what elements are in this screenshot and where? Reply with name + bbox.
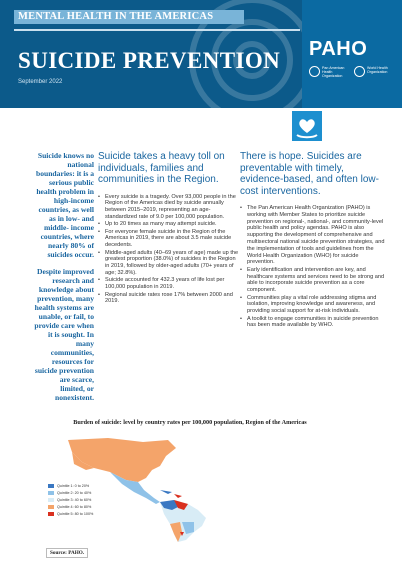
list-item: • Early identification and intervention are key, and healthcare systems and services need to be strong and able to incorporate suicide prevention as a core component. — [240, 267, 385, 294]
kicker-text: MENTAL HEALTH IN THE AMERICAS — [18, 11, 214, 22]
legend-item — [48, 496, 93, 503]
paho-logo: PAHO — [309, 38, 368, 60]
who-emblem-icon — [354, 66, 365, 77]
list-item: • Middle-aged adults (40–69 years of age) made up the greatest proportion (38.0%) of suicides in the Region in 2019, followed by older-aged adults (70+ years of age; 32.8%). — [98, 250, 239, 277]
legend-swatch — [48, 491, 54, 495]
legend-item — [48, 489, 93, 496]
list-item: • For everyone female suicide in the Region of the Americas in 2019, there are about 3.5 male suicide decedents. — [98, 229, 239, 249]
legend-swatch — [48, 505, 54, 509]
list-item: • A toolkit to engage communities in suicide prevention has been made available by WHO. — [240, 316, 385, 330]
north-america-region — [68, 438, 176, 482]
paho-emblem-icon — [309, 66, 320, 77]
burden-column — [98, 151, 239, 306]
legend-label: Quintile 5: 80 to 100% — [57, 511, 94, 516]
legend-item — [48, 482, 93, 489]
burden-heading: Suicide takes a heavy toll on individuals, families and communities in the Region. — [98, 151, 225, 185]
source-note: Source: PAHO. — [46, 548, 88, 558]
legend-label: Quintile 1: 0 to 20% — [57, 483, 90, 488]
legend-swatch — [48, 498, 54, 502]
partner-logos — [309, 66, 395, 80]
legend-item — [48, 503, 93, 510]
legend-swatch — [48, 512, 54, 516]
heart-hands-icon — [292, 111, 322, 141]
paho-logo-text: Pan American Health Organization — [322, 66, 345, 78]
list-item: • Suicide accounted for 432.3 years of life lost per 100,000 population in 2019. — [98, 277, 239, 291]
map-title: Burden of suicide: level by country rates per 100,000 population, Region of the Americas — [73, 419, 307, 426]
burden-bullets — [98, 194, 239, 306]
map-legend — [48, 482, 93, 517]
list-item: • Every suicide is a tragedy. Over 93,000 people in the Region of the Americas died by suicide annually between 2015–2019, representing an age-standardized rate of 9.0 per 100,000 population. — [98, 194, 239, 221]
sidebar-quotes — [34, 151, 94, 402]
sidebar-quote: Despite improved research and knowledge about prevention, many health systems are unable, or fail, to provide care when it is sought. In many communities, resources for suicide prevention are scarce, limited, or nonexistent. — [34, 267, 94, 402]
legend-label: Quintile 4: 60 to 80% — [57, 504, 92, 509]
legend-swatch — [48, 484, 54, 488]
page-title: SUICIDE PREVENTION — [18, 48, 281, 73]
who-logo-text: World Health Organization — [367, 66, 388, 74]
title-rule — [14, 29, 300, 31]
legend-item — [48, 510, 93, 517]
list-item: • Up to 20 times as many may attempt suicide. — [98, 221, 239, 228]
hope-heading: There is hope. Suicides are preventable with timely, evidence-based, and often low-cost interventions. — [240, 151, 379, 197]
legend-label: Quintile 2: 20 to 40% — [57, 490, 92, 495]
header-banner — [0, 0, 402, 108]
list-item: • Regional suicide rates rose 17% between 2000 and 2019. — [98, 292, 239, 306]
publication-date: September 2022 — [18, 79, 63, 85]
sidebar-quote: Suicide knows no national boundaries: it is a serious public health problem in high-income countries, as well as in low- and middle- income countries, where nearly 80% of suicides occur. — [35, 151, 94, 259]
hope-bullets — [240, 205, 385, 329]
list-item: • The Pan American Health Organization (PAHO) is working with Member States to prioritize suicide prevention on regional-, national-, and community-level public health and policy agendas. PAHO is also supporting the development of comprehensive and multisectoral national suicide prevention strategies, and the implementation of tools and guidelines from the World Health Organization (WHO) for suicide prevention. — [240, 205, 385, 266]
hope-column — [240, 151, 385, 330]
list-item: • Communities play a vital role addressing stigma and isolation, improving knowledge and awareness, and providing social support for at-risk individuals. — [240, 295, 385, 315]
legend-label: Quintile 3: 40 to 60% — [57, 497, 92, 502]
